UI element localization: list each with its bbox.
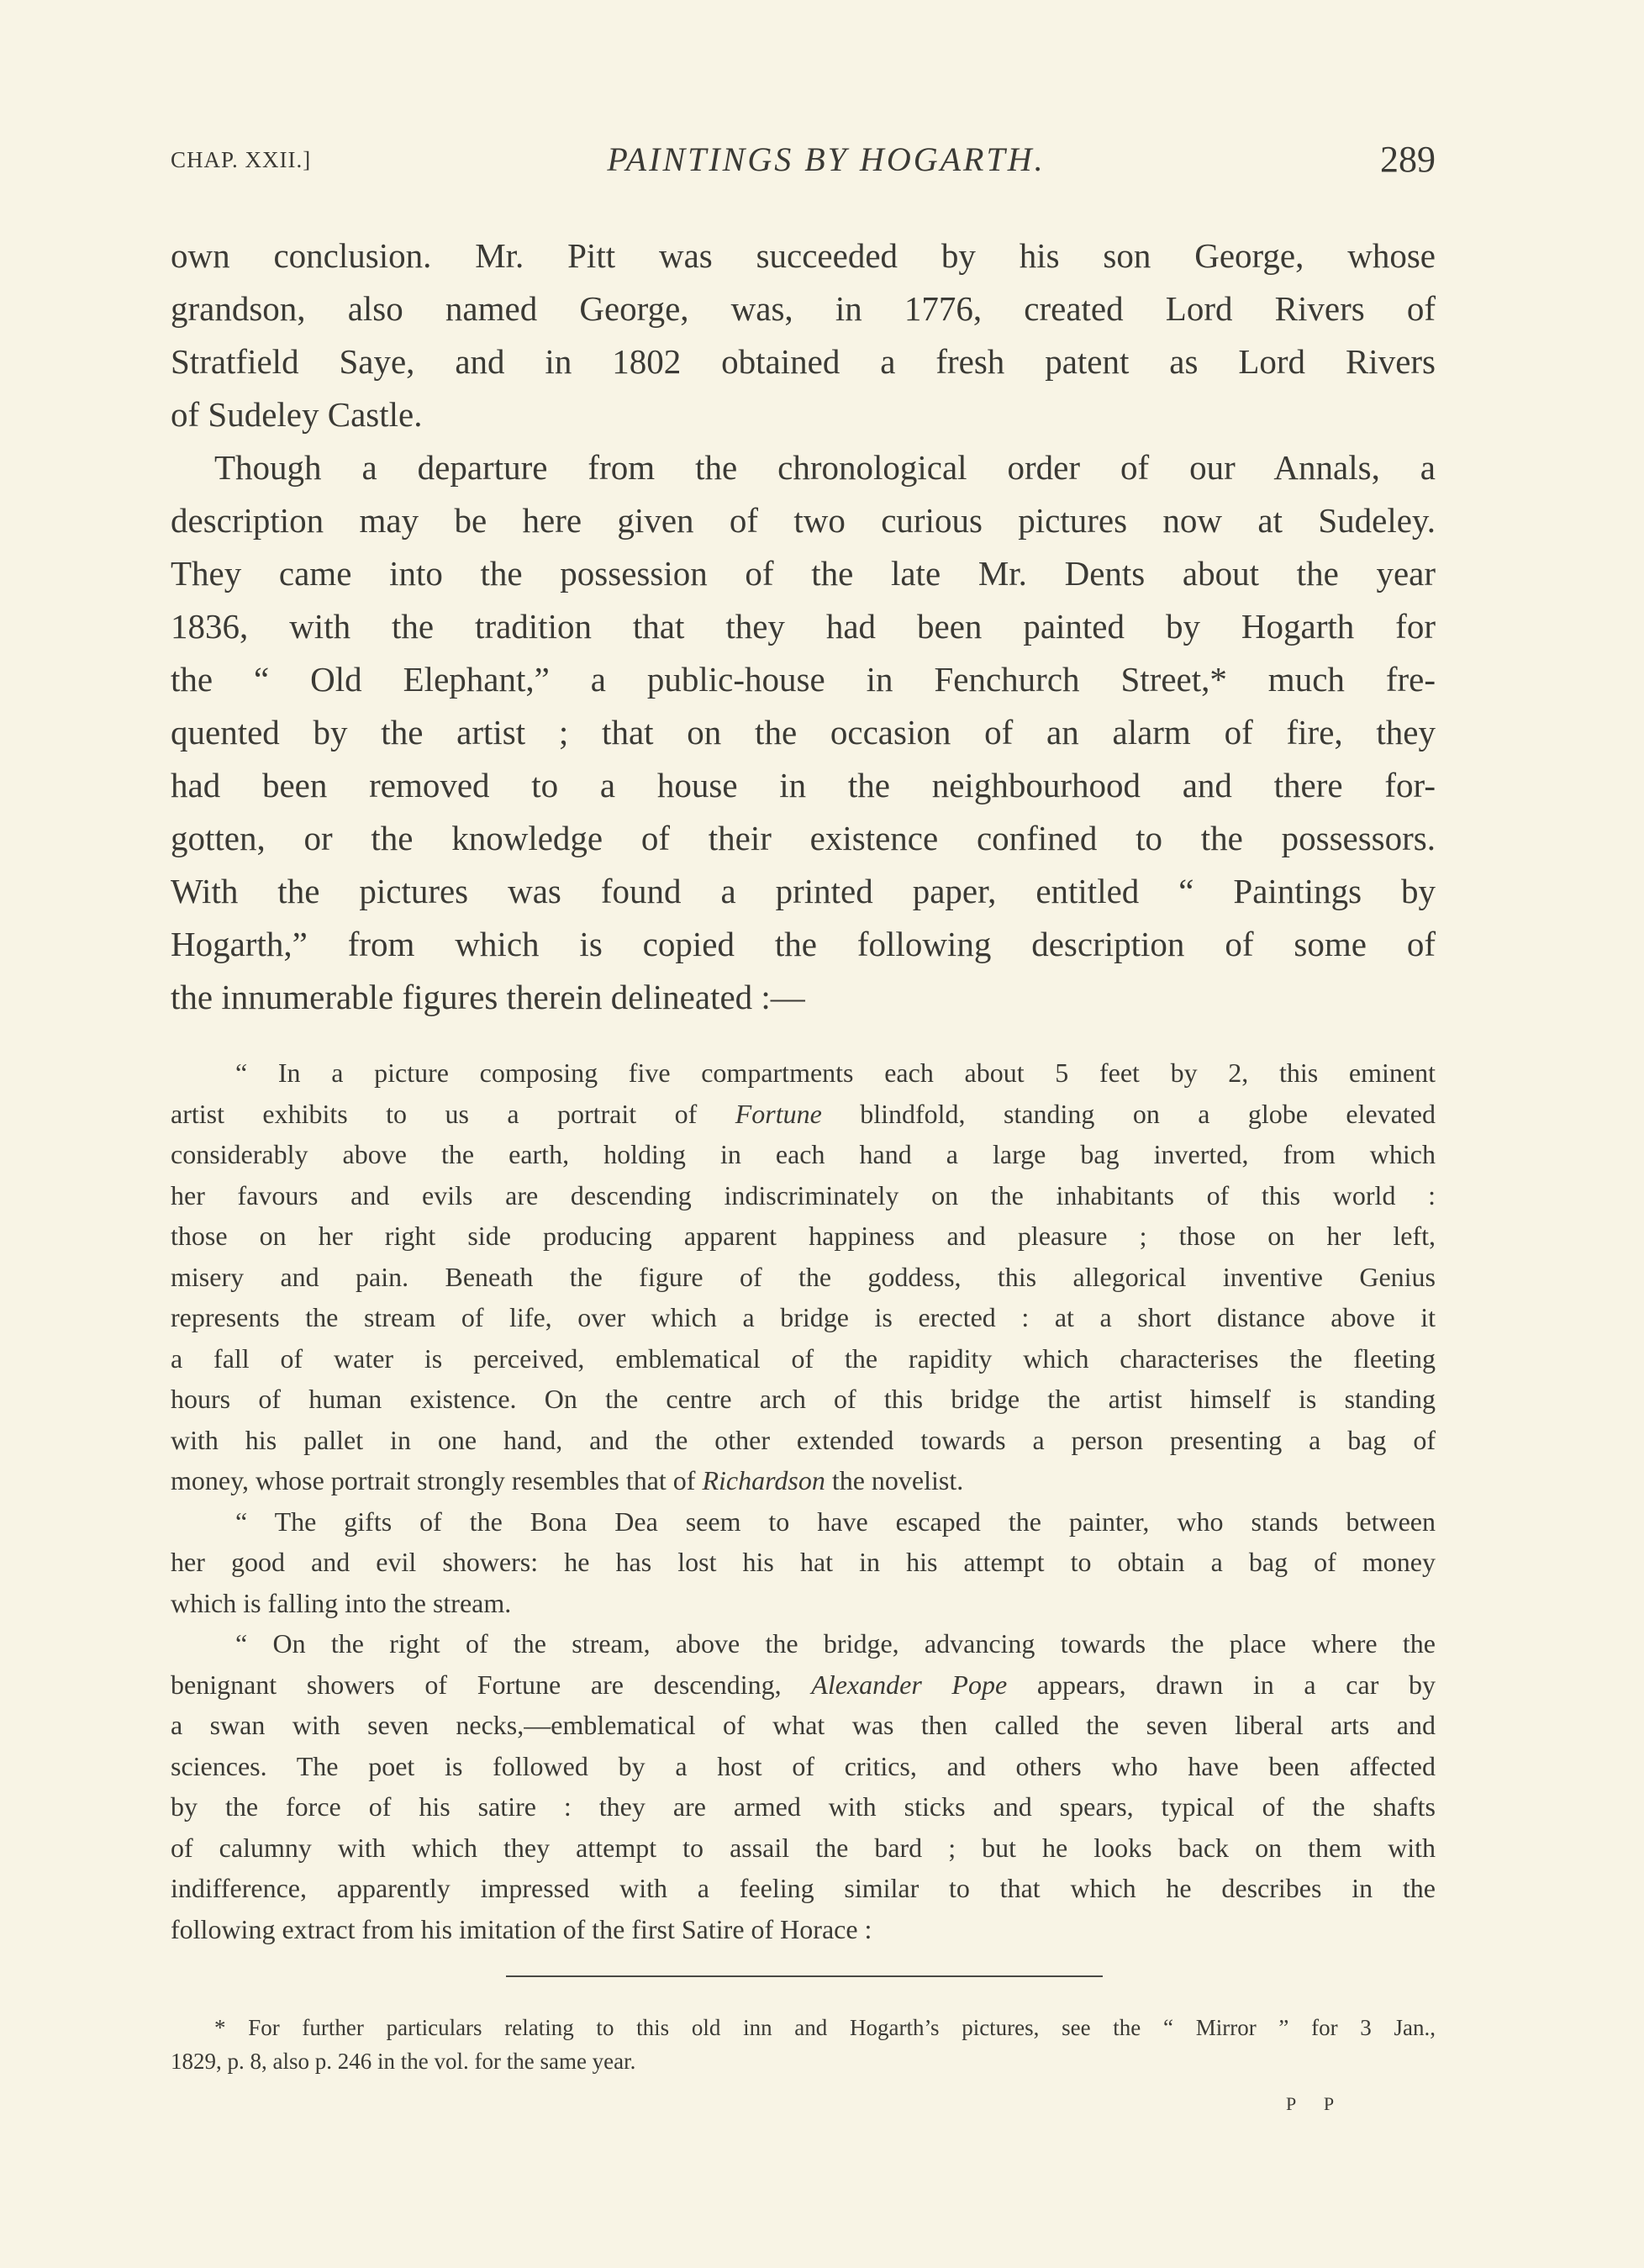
text-line: [171, 441, 1436, 494]
text-segment: a fall of water is perceived, emblematical of the rapidity which characterises the fleeting: [171, 1342, 1436, 1374]
text-line: [171, 1420, 1436, 1461]
text-line: [171, 1746, 1436, 1787]
text-line: [171, 1828, 1436, 1869]
text-line: [171, 229, 1436, 282]
text-line: [171, 1583, 1436, 1624]
text-line: [171, 1094, 1436, 1135]
chapter-label: CHAP. XXII.]: [171, 147, 312, 172]
text-segment: misery and pain. Beneath the figure of the goddess, this allegorical inventive Genius: [171, 1261, 1436, 1292]
text-line: [171, 1216, 1436, 1257]
block-quote: [171, 1052, 1436, 1949]
text-line: [171, 812, 1436, 865]
text-segment: “ In a picture composing five compartments each about 5 feet by 2, this eminent: [235, 1058, 1436, 1088]
text-line: [171, 388, 1436, 441]
text-line: [171, 2011, 1436, 2044]
text-line: [171, 759, 1436, 812]
text-segment: a swan with seven necks,—emblematical of what was then called the seven liberal arts and: [171, 1710, 1436, 1740]
text-segment: * For further particulars relating to this old inn and Hogarth’s pictures, see the “ Mirror ” for 3 Jan.,: [214, 2015, 1436, 2040]
text-segment: indifference, apparently impressed with a feeling similar to that which he describes in the: [171, 1873, 1436, 1903]
text-segment: “ The gifts of the Bona Dea seem to have escaped the painter, who stands between: [235, 1506, 1436, 1537]
text-segment: of Sudeley Castle.: [171, 395, 423, 434]
text-line: [171, 1542, 1436, 1583]
text-segment: money, whose portrait strongly resembles that of: [171, 1465, 703, 1495]
text-line: [171, 971, 1436, 1024]
text-line: [171, 1297, 1436, 1338]
text-segment: quented by the artist ; that on the occasion of an alarm of fire, they: [171, 713, 1436, 752]
text-line: [171, 1134, 1436, 1175]
text-line: [171, 1175, 1436, 1216]
italic-text: Richardson: [702, 1465, 825, 1495]
text-segment: 1829, p. 8, also p. 246 in the vol. for the same year.: [171, 2049, 636, 2074]
text-line: [171, 1052, 1436, 1094]
text-line: [171, 1379, 1436, 1420]
text-line: [171, 1623, 1436, 1664]
text-line: [171, 1705, 1436, 1746]
text-segment: those on her right side producing apparent happiness and pleasure ; those on her left,: [171, 1221, 1436, 1251]
text-line: [171, 918, 1436, 971]
text-segment: blindfold, standing on a globe elevated: [821, 1098, 1436, 1129]
body-text: [171, 229, 1436, 1024]
footnote-divider: [506, 1975, 1103, 1977]
text-segment: hours of human existence. On the centre arch of this bridge the artist himself is standing: [171, 1384, 1436, 1414]
text-line: [171, 1460, 1436, 1501]
text-segment: represents the stream of life, over which a bridge is erected : at a short distance above it: [171, 1302, 1436, 1332]
text-segment: Though a departure from the chronological order of our Annals, a: [214, 448, 1436, 487]
text-segment: her good and evil showers: he has lost his hat in his attempt to obtain a bag of money: [171, 1547, 1436, 1577]
text-segment: her favours and evils are descending indiscriminately on the inhabitants of this world :: [171, 1179, 1436, 1210]
text-line: [171, 547, 1436, 600]
text-segment: which is falling into the stream.: [171, 1587, 512, 1618]
text-line: [171, 600, 1436, 653]
text-segment: sciences. The poet is followed by a host of critics, and others who have been affected: [171, 1750, 1436, 1781]
text-segment: With the pictures was found a printed paper, entitled “ Paintings by: [171, 872, 1436, 910]
text-segment: with his pallet in one hand, and the other extended towards a person presenting a bag of: [171, 1424, 1436, 1455]
text-segment: of calumny with which they attempt to assail the bard ; but he looks back on them with: [171, 1832, 1436, 1863]
text-line: [171, 282, 1436, 335]
text-line: [171, 1868, 1436, 1909]
text-line: [171, 1664, 1436, 1706]
text-segment: the novelist.: [825, 1465, 964, 1495]
text-segment: had been removed to a house in the neighbourhood and there for-: [171, 766, 1436, 804]
text-segment: They came into the possession of the late Mr. Dents about the year: [171, 554, 1436, 593]
text-line: [171, 706, 1436, 759]
text-line: [171, 1909, 1436, 1950]
text-line: [171, 653, 1436, 706]
text-segment: “ On the right of the stream, above the bridge, advancing towards the place where the: [235, 1628, 1436, 1659]
text-segment: own conclusion. Mr. Pitt was succeeded by his son George, whose: [171, 236, 1436, 275]
text-line: [171, 2044, 1436, 2078]
text-segment: gotten, or the knowledge of their existence confined to the possessors.: [171, 819, 1436, 857]
signature-mark: P P: [1286, 2093, 1346, 2114]
footnote: [171, 2011, 1436, 2078]
italic-text: Fortune: [735, 1098, 822, 1129]
text-segment: 1836, with the tradition that they had been painted by Hogarth for: [171, 607, 1436, 646]
running-title: PAINTINGS BY HOGARTH.: [607, 140, 1046, 178]
text-segment: description may be here given of two curious pictures now at Sudeley.: [171, 501, 1436, 540]
text-segment: considerably above the earth, holding in each hand a large bag inverted, from which: [171, 1139, 1436, 1169]
text-segment: the innumerable figures therein delineated :—: [171, 978, 805, 1016]
text-segment: grandson, also named George, was, in 1776, created Lord Rivers of: [171, 289, 1436, 328]
text-segment: benignant showers of Fortune are descending,: [171, 1669, 812, 1700]
text-line: [171, 1338, 1436, 1379]
text-segment: Stratfield Saye, and in 1802 obtained a fresh patent as Lord Rivers: [171, 342, 1436, 381]
text-segment: following extract from his imitation of the first Satire of Horace :: [171, 1913, 872, 1944]
text-line: [171, 335, 1436, 388]
text-line: [171, 1501, 1436, 1543]
text-line: [171, 1786, 1436, 1828]
page-number: 289: [1380, 139, 1436, 180]
text-segment: artist exhibits to us a portrait of: [171, 1098, 735, 1129]
text-segment: by the force of his satire : they are armed with sticks and spears, typical of the shafts: [171, 1791, 1436, 1822]
text-line: [171, 865, 1436, 918]
text-segment: Hogarth,” from which is copied the following description of some of: [171, 925, 1436, 963]
text-line: [171, 494, 1436, 547]
text-segment: appears, drawn in a car by: [1007, 1669, 1436, 1700]
text-segment: the “ Old Elephant,” a public-house in Fenchurch Street,* much fre-: [171, 660, 1436, 699]
italic-text: Alexander Pope: [811, 1669, 1008, 1700]
text-line: [171, 1257, 1436, 1298]
